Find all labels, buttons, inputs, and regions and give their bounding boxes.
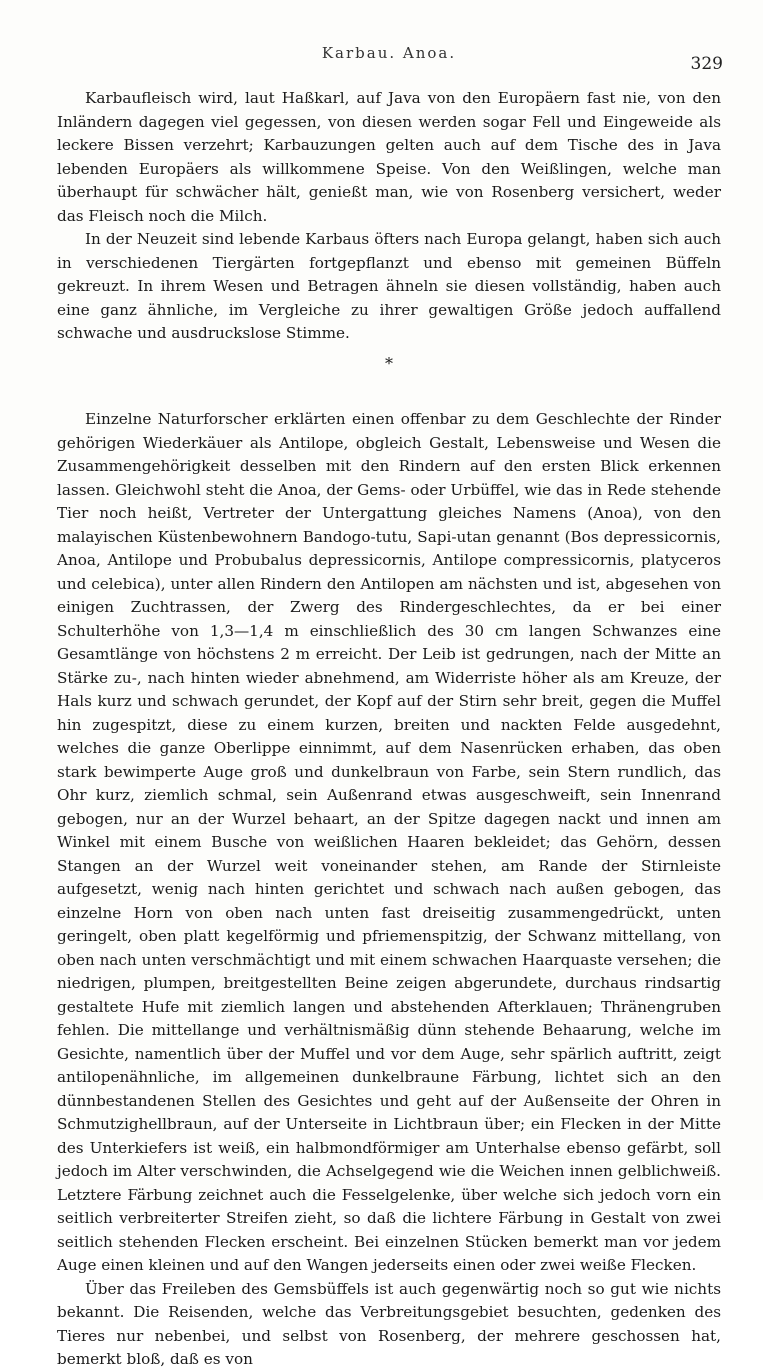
section-separator: * [385, 353, 393, 373]
paragraph-karbau-europe: In der Neuzeit sind lebende Karbaus öfters nach Europa gelangt, haben sich auch in verschiedenen Tiergärten fortgepflanzt und ebenso mit gemeinen Büffeln gekreuzt. In ihrem Wesen und Betragen ähneln sie diesen vollständig, haben auch eine ganz ähnliche, im Vergleiche zu ihrer gewaltigen Größe jedoch auffallend schwache und ausdruckslose Stimme. [57, 230, 721, 342]
paragraph-karbau-meat: Karbaufleisch wird, laut Haßkarl, auf Java von den Europäern fast nie, von den Inländern dagegen viel gegessen, von diesen werden sogar Fell und Eingeweide als leckere Bissen verzehrt; Karbauzungen gelten auch auf dem Tische des in Java lebenden Europäers als willkommene Speise. Von den Weißlingen, welche man überhaupt für schwächer hält, genießt man, wie von Rosenberg versichert, weder das Fleisch noch die Milch. [57, 89, 721, 225]
paragraph-anoa-freeliving: Über das Freileben des Gemsbüffels ist auch gegenwärtig noch so gut wie nichts bekannt. Die Reisenden, welche das Verbreitungsgebiet besuchten, gedenken des Tieres nur nebenbei, und selbst von Rosenberg, der mehrere geschossen hat, bemerkt bloß, daß es von [57, 1279, 721, 1368]
running-title: Karbau. Anoa. [321, 44, 457, 62]
body-text [57, 87, 721, 1372]
page-header [55, 44, 723, 74]
page-number: 329 [690, 54, 723, 74]
paragraph-anoa-description: Einzelne Naturforscher erklärten einen offenbar zu dem Geschlechte der Rinder gehörigen Wiederkäuer als Antilope, obgleich Gestalt, Lebensweise und Wesen die Zusammengehörigkeit desselben mit den Rindern auf den ersten Blick erkennen lassen. Gleichwohl steht die Anoa, der Gems- oder Urbüffel, wie das in Rede stehende Tier noch heißt, Vertreter der Untergattung gleiches Namens (Anoa), von den malayischen Küstenbewohnern Bandogo-tutu, Sapi-utan genannt (Bos depressicornis, Anoa, Antilope und Probubalus depressicornis, Antilope compressicornis, platyceros und celebica), unter allen Rindern den Antilopen am nächsten und ist, abgesehen von einigen Zuchtrassen, der Zwerg des Rindergeschlechtes, da er bei einer Schulterhöhe von 1,3—1,4 m einschließlich des 30 cm langen Schwanzes eine Gesamtlänge von höchstens 2 m erreicht. Der Leib ist gedrungen, nach der Mitte an Stärke zu-, nach hinten wieder abnehmend, am Widerriste höher als am Kreuze, der Hals kurz und schwach gerundet, der Kopf auf der Stirn sehr breit, gegen die Muffel hin zugespitzt, diese zu einem kurzen, breiten und nackten Felde ausgedehnt, welches die ganze Oberlippe einnimmt, auf dem Nasenrücken erhaben, das oben stark bewimperte Auge groß und dunkelbraun von Farbe, sein Stern rundlich, das Ohr kurz, ziemlich schmal, sein Außenrand etwas ausgeschweift, sein Innenrand gebogen, nur an der Wurzel behaart, an der Spitze dagegen nackt und innen am Winkel mit einem Busche von weißlichen Haaren bekleidet; das Gehörn, dessen Stangen an der Wurzel weit voneinander stehen, am Rande der Stirnleiste aufgesetzt, wenig nach hinten gerichtet und schwach nach außen gebogen, das einzelne Horn von oben nach unten fast dreiseitig zusammengedrückt, unten geringelt, oben platt kegelförmig und pfriemenspitzig, der Schwanz mittellang, von oben nach unten verschmächtigt und mit einem schwachen Haarquaste versehen; die niedrigen, plumpen, breitgestellten Beine zeigen abgerundete, durchaus rindsartig gestaltete Hufe mit ziemlich langen und abstehenden Afterklauen; Thränengruben fehlen. Die mittellange und verhältnismäßig dünn stehende Behaarung, welche im Gesichte, namentlich über der Muffel und vor dem Auge, sehr spärlich auftritt, zeigt antilopenähnliche, im allgemeinen dunkelbraune Färbung, lichtet sich an den dünnbestandenen Stellen des Gesichtes und geht auf der Außenseite der Ohren in Schmutzighellbraun, auf der Unterseite in Lichtbraun über; ein Flecken in der Mitte des Unterkiefers ist weiß, ein halbmondförmiger am Unterhalse ebenso gefärbt, soll jedoch im Alter verschwinden, die Achselgegend wie die Weichen innen gelblichweiß. Letztere Färbung zeichnet auch die Fesselgelenke, über welche sich jedoch vorn ein seitlich verbreiterter Streifen zieht, so daß die lichtere Färbung in Gestalt von zwei seitlich stehenden Flecken erscheint. Bei einzelnen Stücken bemerkt man vor jedem Auge einen kleinen und auf den Wangen jederseits einen oder zwei weiße Flecken. [57, 410, 721, 1274]
